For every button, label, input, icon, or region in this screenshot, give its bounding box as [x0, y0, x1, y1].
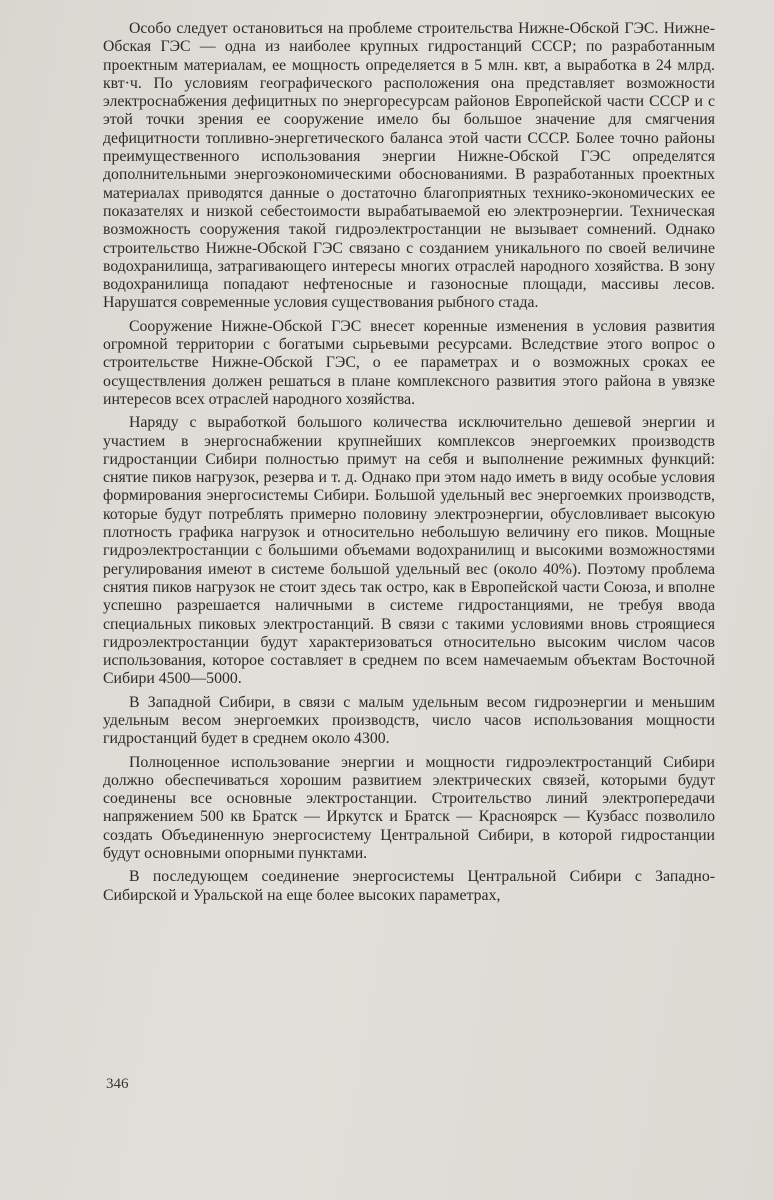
paragraph-4: В Западной Сибири, в связи с малым удельным весом гидроэнергии и меньшим удельным весом энергоемких производств, число часов использования мощности гидростанций будет в среднем около 4300. [103, 693, 715, 748]
page-number: 346 [106, 1076, 129, 1092]
body-text [103, 20, 715, 905]
paragraph-3: Наряду с выработкой большого количества исключительно дешевой энергии и участием в энергоснабжении крупнейших комплексов энергоемких производств гидростанции Сибири полностью примут на себя и выполнение режимных функций: снятие пиков нагрузок, резерва и т. д. Однако при этом надо иметь в виду особые условия формирования энергосистемы Сибири. Большой удельный вес энергоемких производств, которые будут потреблять примерно половину электроэнергии, обусловливает высокую плотность графика нагрузок и относительно небольшую величину его пиков. Мощные гидроэлектростанции с большими объемами водохранилищ и высокими возможностями регулирования имеют в системе большой удельный вес (около 40%). Поэтому проблема снятия пиков нагрузок не стоит здесь так остро, как в Европейской части Союза, и вполне успешно разрешается наличными в системе гидростанциями, не требуя ввода специальных пиковых электростанций. В связи с такими условиями вновь строящиеся гидроэлектростанции будут характеризоваться относительно высоким числом часов использования, которое составляет в среднем по всем намечаемым объектам Восточной Сибири 4500—5000. [103, 414, 715, 688]
paragraph-2: Сооружение Нижне-Обской ГЭС внесет коренные изменения в условия развития огромной территории с богатыми сырьевыми ресурсами. Вследствие этого вопрос о строительстве Нижне-Обской ГЭС, о ее параметрах и о возможных сроках ее осуществления должен решаться в плане комплексного развития этого района в увязке интересов всех отраслей народного хозяйства. [103, 317, 715, 408]
paragraph-1: Особо следует остановиться на проблеме строительства Нижне-Обской ГЭС. Нижне-Обская ГЭС — одна из наиболее крупных гидростанций СССР; по разработанным проектным материалам, ее мощность определяется в 5 млн. квт, а выработка в 24 млрд. квт·ч. По условиям географического расположения она представляет возможности электроснабжения дефицитных по энергоресурсам районов Европейской части СССР и с этой точки зрения ее сооружение имело бы большое значение для смягчения дефицитности топливно-энергетического баланса этой части СССР. Более точно районы преимущественного использования энергии Нижне-Обской ГЭС определятся дополнительными энергоэкономическими обоснованиями. В разработанных проектных материалах приводятся данные о достаточно благоприятных технико-экономических ее показателях и низкой себестоимости вырабатываемой ею электроэнергии. Техническая возможность сооружения такой гидроэлектростанции не вызывает сомнений. Однако строительство Нижне-Обской ГЭС связано с созданием уникального по своей величине водохранилища, затрагивающего интересы многих отраслей народного хозяйства. В зону водохранилища попадают нефтеносные и газоносные площади, массивы лесов. Нарушатся современные условия существования рыбного стада. [103, 20, 715, 312]
paragraph-6: В последующем соединение энергосистемы Центральной Сибири с Западно-Сибирской и Уральской на еще более высоких параметрах, [103, 868, 715, 904]
paragraph-5: Полноценное использование энергии и мощности гидроэлектростанций Сибири должно обеспечиваться хорошим развитием электрических связей, которыми будут соединены все основные электростанции. Строительство линий электропередачи напряжением 500 кв Братск — Иркутск и Братск — Красноярск — Кузбасс позволило создать Объединенную энергосистему Центральной Сибири, в которой гидростанции будут основными опорными пунктами. [103, 753, 715, 863]
